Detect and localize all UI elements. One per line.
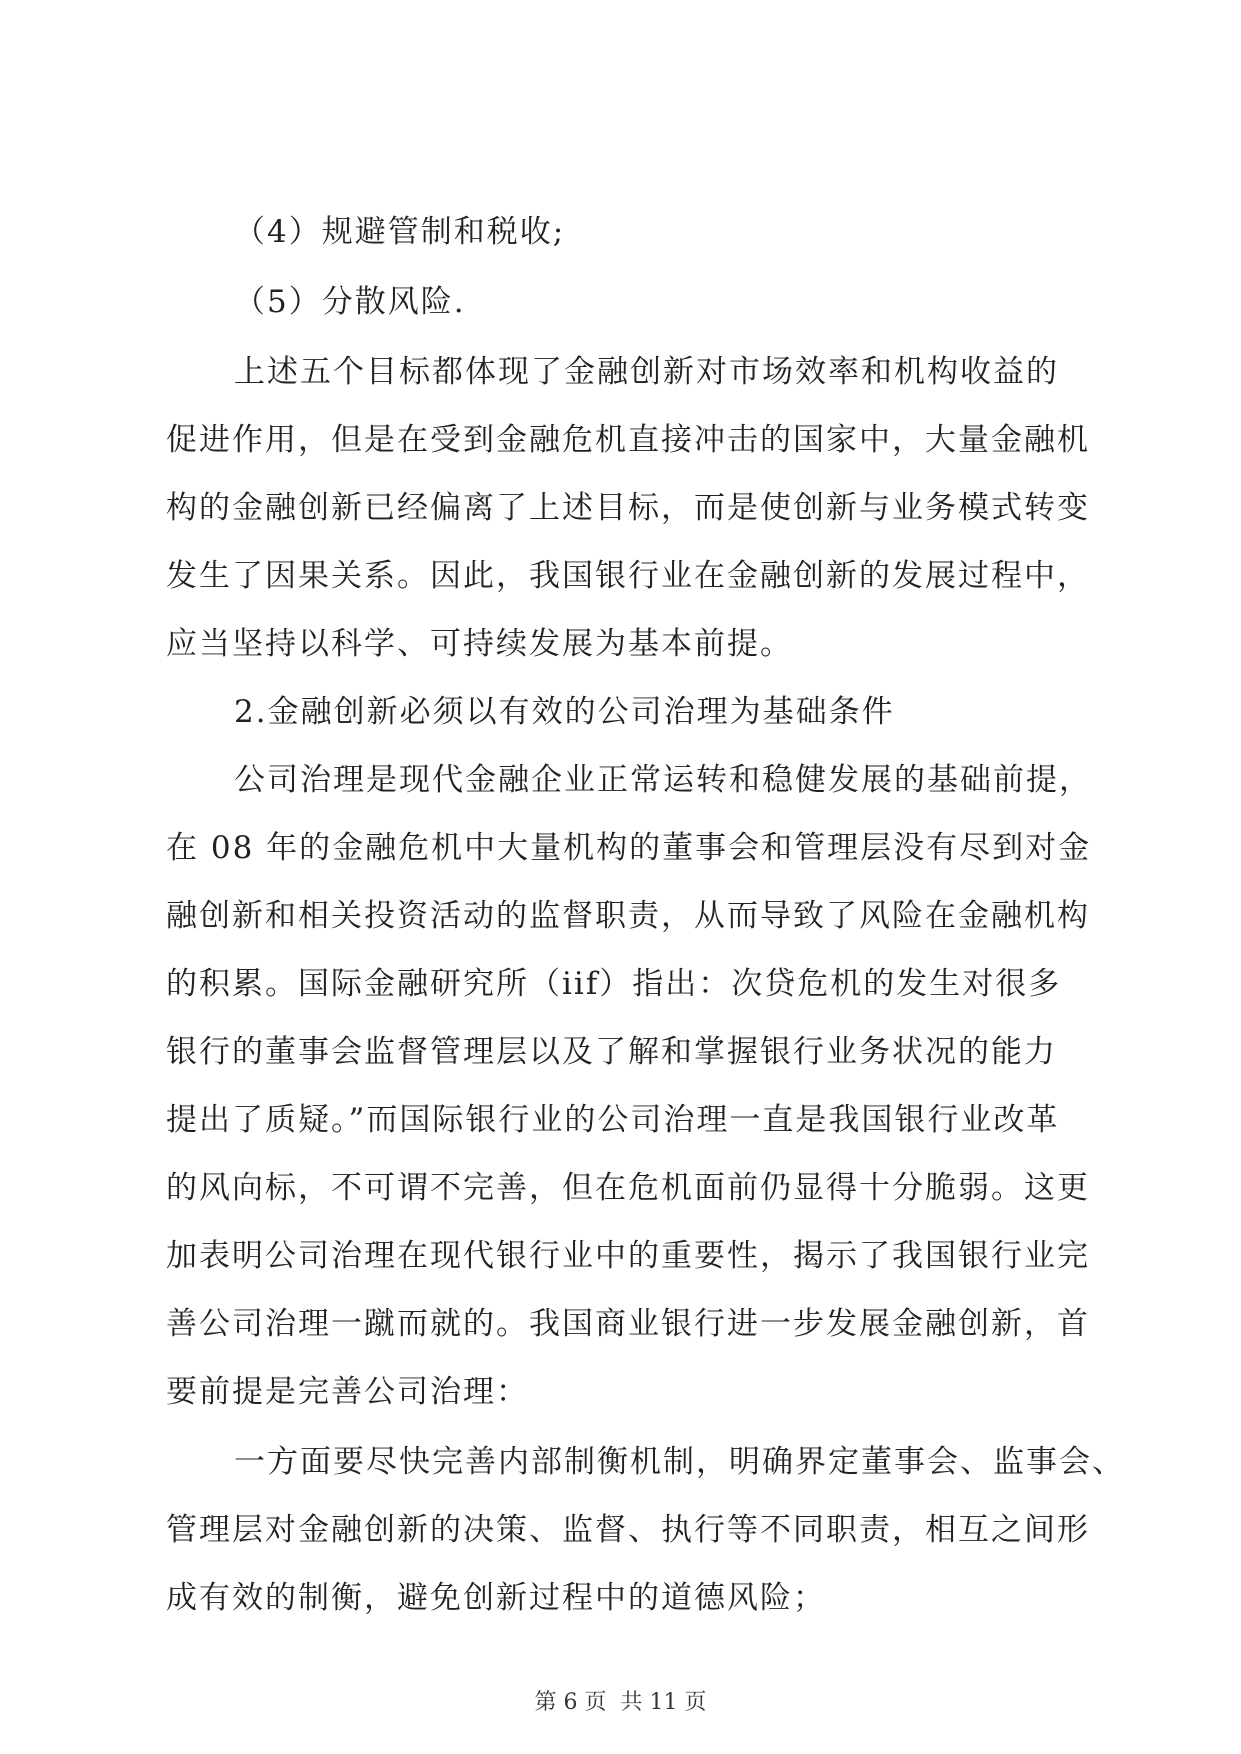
- paragraph-line: 一方面要尽快完善内部制衡机制，明确界定董事会、监事会、: [234, 1444, 1125, 1480]
- paragraph-line: 管理层对金融创新的决策、监督、执行等不同职责，相互之间形: [166, 1512, 1090, 1548]
- paragraph-line: 善公司治理一蹴而就的。我国商业银行进一步发展金融创新，首: [166, 1306, 1090, 1342]
- paragraph-line: 银行的董事会监督管理层以及了解和掌握银行业务状况的能力: [166, 1034, 1057, 1070]
- paragraph-line: 上述五个目标都体现了金融创新对市场效率和机构收益的: [234, 354, 1059, 390]
- section-heading: 2.金融创新必须以有效的公司治理为基础条件: [234, 694, 895, 730]
- paragraph-line: 促进作用，但是在受到金融危机直接冲击的国家中，大量金融机: [166, 422, 1090, 458]
- paragraph-line: 加表明公司治理在现代银行业中的重要性，揭示了我国银行业完: [166, 1238, 1090, 1274]
- paragraph-line: 成有效的制衡，避免创新过程中的道德风险；: [166, 1580, 826, 1616]
- paragraph-line: 融创新和相关投资活动的监督职责，从而导致了风险在金融机构: [166, 898, 1090, 934]
- paragraph-line: 提出了质疑。”而国际银行业的公司治理一直是我国银行业改革: [166, 1102, 1060, 1138]
- paragraph-line: 发生了因果关系。因此，我国银行业在金融创新的发展过程中，: [166, 558, 1090, 594]
- list-item-5: （5）分散风险.: [234, 284, 466, 320]
- paragraph-line: 公司治理是现代金融企业正常运转和稳健发展的基础前提，: [234, 762, 1092, 798]
- paragraph-line: 应当坚持以科学、可持续发展为基本前提。: [166, 626, 793, 662]
- list-item-4: （4）规避管制和税收;: [234, 214, 566, 250]
- paragraph-line: 要前提是完善公司治理：: [166, 1374, 529, 1410]
- paragraph-line: 在 08 年的金融危机中大量机构的董事会和管理层没有尽到对金: [166, 830, 1092, 866]
- paragraph-line: 构的金融创新已经偏离了上述目标，而是使创新与业务模式转变: [166, 490, 1090, 526]
- paragraph-line: 的风向标，不可谓不完善，但在危机面前仍显得十分脆弱。这更: [166, 1170, 1090, 1206]
- paragraph-line: 的积累。国际金融研究所（iif）指出：次贷危机的发生对很多: [166, 966, 1062, 1002]
- page-number-footer: 第 6 页 共 11 页: [534, 1690, 707, 1715]
